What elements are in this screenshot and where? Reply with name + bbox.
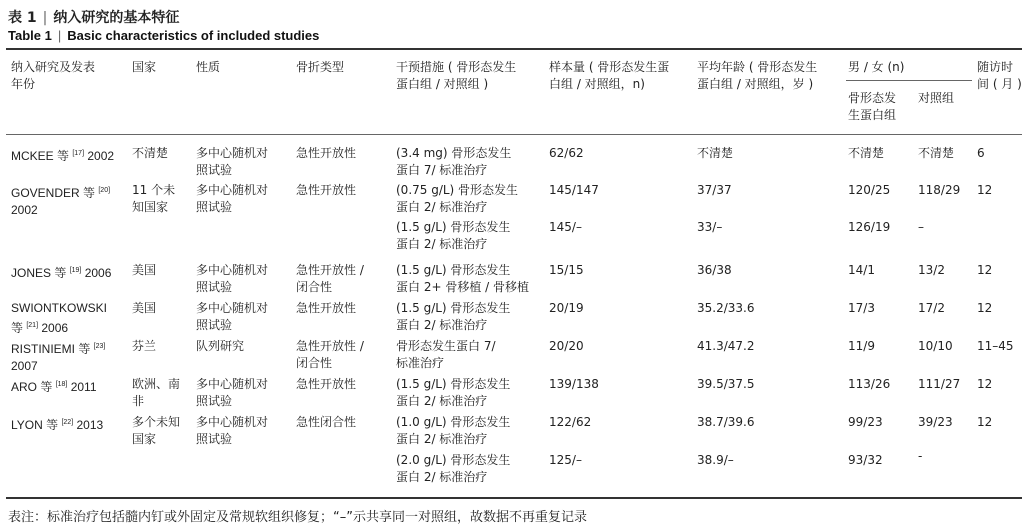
cell-line: 照试验 (196, 432, 233, 446)
cell-line: 蛋白 2/ 标准治疗 (396, 470, 488, 484)
citation-ref: [20] (98, 187, 111, 194)
study-year: 2011 (67, 380, 97, 394)
cell-study (11, 145, 114, 165)
title-separator: | (42, 10, 48, 26)
cell-line: 蛋白 2/ 标准治疗 (396, 200, 488, 214)
cell-sex-bmp: 113/26 (848, 377, 891, 391)
header-intervention-line1: 干预措施 ( 骨形态发生 (396, 60, 517, 74)
cell-line: 多中心随机对 (196, 377, 269, 391)
header-intervention-line2: 蛋白组 / 对照组 ) (396, 77, 489, 91)
header-age (697, 59, 817, 93)
cell-line: 多中心随机对 (196, 263, 269, 277)
header-sex-control: 对照组 (918, 91, 955, 105)
cell-followup: 12 (977, 377, 993, 391)
study-year: 2006 (38, 321, 69, 335)
citation-ref: [19] (69, 267, 82, 274)
header-nature: 性质 (196, 60, 221, 74)
header-intervention (396, 59, 516, 93)
cell-sample: 20/19 (549, 301, 584, 315)
cell-line: 知国家 (132, 200, 169, 214)
header-study-line2: 年份 (11, 77, 36, 91)
cell-line: 照试验 (196, 280, 233, 294)
cell-line: 蛋白 2/ 标准治疗 (396, 432, 488, 446)
table-caption-en: Basic characteristics of included studies (67, 28, 320, 43)
cell-fracture: 急性开放性 (296, 301, 357, 315)
cell-line: 标准治疗 (396, 356, 445, 370)
header-followup-line2: 间 ( 月 ) (977, 77, 1022, 91)
cell-country (132, 414, 180, 448)
cell-line: (2.0 g/L) 骨形态发生 (396, 453, 511, 467)
header-followup (977, 59, 1022, 93)
cell-line: 急性开放性 / (296, 339, 364, 353)
cell-line: (3.4 mg) 骨形态发生 (396, 146, 512, 160)
cell-study (11, 262, 111, 282)
cell-sample: 145/– (549, 220, 582, 234)
study-name: RISTINIEMI 等 (11, 342, 94, 356)
cell-line: 欧洲、南 (132, 377, 181, 391)
cell-line: 骨形态发生蛋白 7/ (396, 339, 496, 353)
cell-sample: 15/15 (549, 263, 584, 277)
cell-line: 多中心随机对 (196, 415, 269, 429)
cell-intervention (396, 219, 510, 253)
cell-age: 39.5/37.5 (697, 377, 755, 391)
cell-study (11, 182, 110, 219)
cell-sex-control: 118/29 (918, 183, 961, 197)
cell-line: 照试验 (196, 163, 233, 177)
cell-line: 非 (132, 394, 145, 408)
cell-nature (196, 145, 268, 179)
cell-sex-control: – (918, 220, 924, 234)
cell-study (11, 414, 103, 434)
table-footnote: 表注：标准治疗包括髓内钉或外固定及常规软组织修复；“–”示共享同一对照组，故数据不再重复记录 (8, 510, 587, 525)
cell-line: 蛋白 2/ 标准治疗 (396, 394, 488, 408)
study-name: SWIONTKOWSKI (11, 301, 107, 315)
title-separator-en: | (57, 28, 62, 43)
cell-followup: 11–45 (977, 339, 1014, 353)
table-header-rule (6, 134, 1022, 135)
cell-followup: 12 (977, 301, 993, 315)
cell-study (11, 376, 97, 396)
cell-sex-control: 不清楚 (918, 146, 955, 160)
cell-fracture: 急性开放性 (296, 183, 357, 197)
study-et-al: 等 (11, 321, 27, 335)
cell-sex-control: 10/10 (918, 339, 953, 353)
header-country: 国家 (132, 60, 157, 74)
cell-sex-bmp: 11/9 (848, 339, 875, 353)
cell-fracture: 急性闭合性 (296, 415, 357, 429)
cell-age: 36/38 (697, 263, 732, 277)
citation-ref: [22] (61, 419, 74, 426)
cell-sex-bmp: 14/1 (848, 263, 875, 277)
cell-line: 闭合性 (296, 356, 333, 370)
cell-sex-control: 17/2 (918, 301, 945, 315)
cell-nature (196, 376, 268, 410)
cell-line: (1.5 g/L) 骨形态发生 (396, 220, 511, 234)
header-age-line2: 蛋白组 / 对照组，岁 ) (697, 77, 814, 91)
cell-sample: 145/147 (549, 183, 599, 197)
study-name: JONES 等 (11, 266, 70, 280)
cell-fracture (296, 262, 364, 296)
study-year: 2013 (73, 418, 104, 432)
header-fracture: 骨折类型 (296, 60, 345, 74)
cell-sex-bmp: 93/32 (848, 453, 883, 467)
cell-line: 多中心随机对 (196, 146, 269, 160)
study-name: MCKEE 等 (11, 149, 73, 163)
table-caption-cn: 纳入研究的基本特征 (53, 10, 180, 26)
cell-sex-control: 13/2 (918, 263, 945, 277)
cell-fracture (296, 338, 364, 372)
cell-sex-bmp: 126/19 (848, 220, 891, 234)
table-title-en (8, 28, 319, 43)
header-age-line1: 平均年龄 ( 骨形态发生 (697, 60, 818, 74)
cell-sample: 122/62 (549, 415, 592, 429)
cell-sex-bmp: 17/3 (848, 301, 875, 315)
cell-age: 41.3/47.2 (697, 339, 755, 353)
cell-intervention (396, 338, 496, 372)
header-sex-bmp-line1: 骨形态发 (848, 91, 897, 105)
cell-age: 37/37 (697, 183, 732, 197)
sex-header-rule (846, 80, 972, 81)
header-sex-bmp (848, 90, 896, 124)
table-label-cn: 表 1 (8, 10, 37, 26)
cell-study (11, 300, 107, 337)
cell-nature (196, 414, 268, 448)
cell-line: 多中心随机对 (196, 301, 269, 315)
header-sample (549, 59, 669, 93)
cell-nature: 队列研究 (196, 339, 245, 353)
cell-sex-control: 39/23 (918, 415, 953, 429)
cell-study (11, 338, 105, 375)
cell-intervention (396, 300, 510, 334)
cell-age: 35.2/33.6 (697, 301, 755, 315)
cell-sex-bmp: 不清楚 (848, 146, 885, 160)
cell-age: 33/– (697, 220, 723, 234)
table-label-en: Table 1 (8, 28, 52, 43)
header-study (11, 59, 95, 93)
cell-country: 芬兰 (132, 339, 157, 353)
cell-country: 美国 (132, 263, 157, 277)
study-year: 2006 (81, 266, 112, 280)
cell-line: 照试验 (196, 394, 233, 408)
cell-nature (196, 300, 268, 334)
study-year: 2007 (11, 359, 38, 373)
cell-intervention (396, 376, 510, 410)
citation-ref: [21] (26, 322, 39, 329)
cell-line: (1.0 g/L) 骨形态发生 (396, 415, 511, 429)
cell-age: 38.7/39.6 (697, 415, 755, 429)
cell-intervention (396, 452, 510, 486)
citation-ref: [17] (72, 150, 85, 157)
cell-country: 美国 (132, 301, 157, 315)
cell-age: 38.9/– (697, 453, 734, 467)
study-name: GOVENDER 等 (11, 186, 99, 200)
citation-ref: [18] (55, 381, 68, 388)
cell-line: 蛋白 2+ 骨移植 / 骨移植 (396, 280, 529, 294)
cell-line: 多中心随机对 (196, 183, 269, 197)
cell-country (132, 182, 175, 216)
cell-fracture: 急性开放性 (296, 377, 357, 391)
cell-sex-bmp: 120/25 (848, 183, 891, 197)
cell-sample: 62/62 (549, 146, 584, 160)
cell-intervention (396, 262, 529, 296)
cell-followup: 12 (977, 415, 993, 429)
header-followup-line1: 随访时 (977, 60, 1014, 74)
table-title-cn (8, 7, 179, 27)
header-sample-line2: 白组 / 对照组，n) (549, 77, 645, 91)
cell-line: 多个未知 (132, 415, 181, 429)
cell-sex-control: - (918, 449, 923, 463)
cell-sample: 20/20 (549, 339, 584, 353)
cell-followup: 6 (977, 146, 985, 160)
study-year: 2002 (84, 149, 115, 163)
table-bottom-rule (6, 497, 1022, 499)
cell-line: 蛋白 2/ 标准治疗 (396, 318, 488, 332)
cell-nature (196, 182, 268, 216)
study-name: LYON 等 (11, 418, 62, 432)
cell-line: (1.5 g/L) 骨形态发生 (396, 377, 511, 391)
cell-fracture: 急性开放性 (296, 146, 357, 160)
cell-sex-control: 111/27 (918, 377, 961, 391)
cell-intervention (396, 182, 518, 216)
cell-intervention (396, 414, 510, 448)
cell-country: 不清楚 (132, 146, 169, 160)
cell-sample: 125/– (549, 453, 582, 467)
cell-nature (196, 262, 268, 296)
table-top-rule (6, 48, 1022, 50)
cell-sample: 139/138 (549, 377, 599, 391)
cell-line: 照试验 (196, 318, 233, 332)
header-sex-bmp-line2: 生蛋白组 (848, 108, 897, 122)
cell-line: (0.75 g/L) 骨形态发生 (396, 183, 519, 197)
cell-country (132, 376, 180, 410)
study-name: ARO 等 (11, 380, 56, 394)
study-year: 2002 (11, 203, 38, 217)
header-study-line1: 纳入研究及发表 (11, 60, 96, 74)
cell-line: 照试验 (196, 200, 233, 214)
cell-intervention (396, 145, 511, 179)
cell-followup: 12 (977, 183, 993, 197)
cell-followup: 12 (977, 263, 993, 277)
cell-line: (1.5 g/L) 骨形态发生 (396, 263, 511, 277)
cell-line: 闭合性 (296, 280, 333, 294)
cell-line: 国家 (132, 432, 157, 446)
cell-line: 急性开放性 / (296, 263, 364, 277)
cell-age: 不清楚 (697, 146, 734, 160)
cell-sex-bmp: 99/23 (848, 415, 883, 429)
citation-ref: [23] (93, 343, 106, 350)
cell-line: 11 个未 (132, 183, 176, 197)
header-sex: 男 / 女 (n) (848, 60, 905, 74)
cell-line: (1.5 g/L) 骨形态发生 (396, 301, 511, 315)
cell-line: 蛋白 7/ 标准治疗 (396, 163, 488, 177)
header-sample-line1: 样本量 ( 骨形态发生蛋 (549, 60, 670, 74)
cell-line: 蛋白 2/ 标准治疗 (396, 237, 488, 251)
